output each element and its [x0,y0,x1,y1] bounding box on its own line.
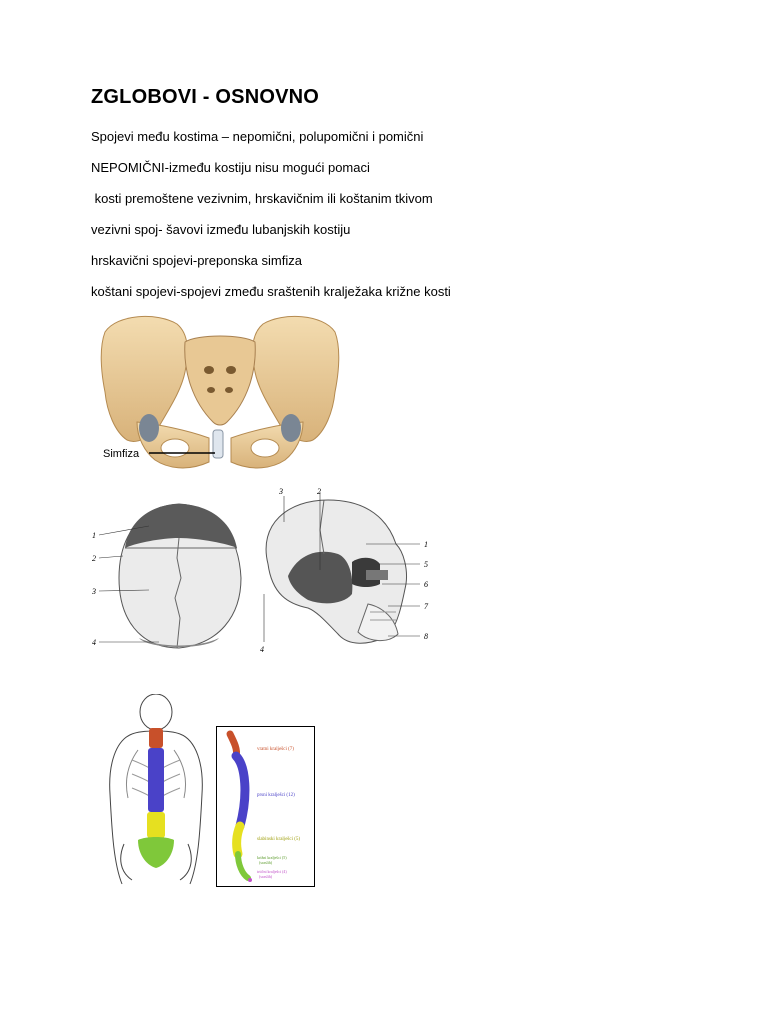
pelvis-illustration [97,312,343,482]
skull-side-illustration [248,484,438,656]
paragraph-4: vezivni spoj- šavovi između lubanjskih kostiju [91,222,351,237]
skull-top-label-3: 3 [92,587,96,596]
skull-side-label-7: 7 [424,602,428,611]
skull-side-label-6: 6 [424,580,428,589]
spine-label-sacral: križni kralješci (5) [257,855,287,860]
skull-side-label-2: 2 [317,487,321,496]
document-title: ZGLOBOVI - OSNOVNO [91,86,320,108]
skull-side-label-4: 4 [260,645,264,654]
spine-label-lumbar: slabinski kralješci (5) [257,837,301,842]
skull-top-illustration [89,498,249,653]
paragraph-5: hrskavični spojevi-preponska simfiza [91,253,302,268]
spine-label-thoracic: prsni kralješci (12) [257,793,295,798]
spine-back-illustration [102,694,214,890]
simfiza-label: Simfiza [103,448,140,460]
skull-top-label-4: 4 [92,638,96,647]
spine-label-cervical: vratni kralješci (7) [257,747,294,752]
paragraph-1: Spojevi među kostima – nepomični, polupomični i pomični [91,129,424,144]
skull-side-label-8: 8 [424,632,428,641]
spine-label-coccygeal: trtični kralješci (4) [257,869,287,874]
spine-sublabel-coccygeal: (sraslih) [259,874,273,879]
skull-side-label-1: 1 [424,540,428,549]
paragraph-6: koštani spojevi-spojevi zmeđu sraštenih kralježaka križne kosti [91,284,451,299]
skull-side-label-5: 5 [424,560,428,569]
skull-top-label-1: 1 [92,531,96,540]
skull-side-label-3: 3 [279,487,283,496]
spine-sublabel-sacral: (sraslih) [259,860,273,865]
paragraph-3: kosti premoštene vezivnim, hrskavičnim ili koštanim tkivom [91,191,433,206]
paragraph-2: NEPOMIČNI-između kostiju nisu mogući pomaci [91,160,370,175]
skull-top-label-2: 2 [92,554,96,563]
spine-chart-illustration [216,726,316,888]
